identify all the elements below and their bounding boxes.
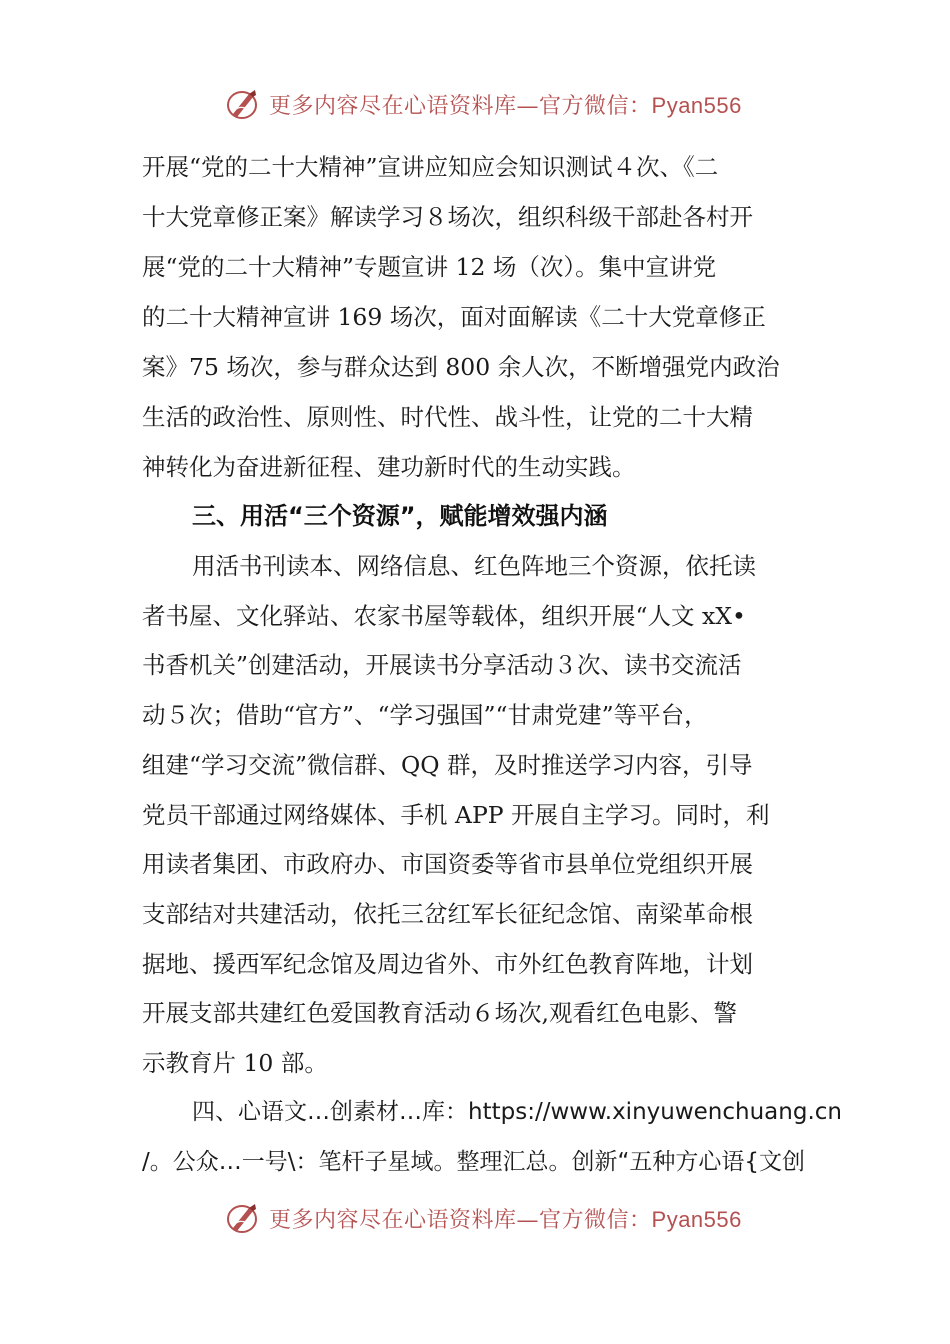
section-3-heading: 三、用活“三个资源”，赋能增效强内涵 [192, 502, 608, 530]
text-line: 党员干部通过网络媒体、手机 APP 开展自主学习。同时，利 [142, 800, 770, 829]
text-line: 用活书刊读本、网络信息、红色阵地三个资源，依托读 [192, 552, 756, 580]
text-line: 十大党章修正案》解读学习８场次，组织科级干部赴各村开 [142, 203, 753, 231]
text-line: 组建“学习交流”微信群、QQ 群，及时推送学习内容，引导 [142, 750, 753, 779]
text-line: 用读者集团、市政府办、市国资委等省市县单位党组织开展 [142, 850, 753, 879]
footer-watermark [0, 1198, 950, 1238]
text-line: 开展“党的二十大精神”宣讲应知应会知识测试４次、《二 [142, 153, 719, 181]
text-line: 案》75 场次，参与群众达到 800 余人次，不断增强党内政治 [142, 353, 780, 381]
watermark-text: 更多内容尽在心语资料库—官方微信：Pyan556 [269, 1206, 742, 1233]
text-line: 示教育片 10 部。 [142, 1049, 328, 1077]
pen-logo-icon [225, 1200, 261, 1236]
section-4-second-line: /。公众…一号\：笔杆子星域。整理汇总。创新“五种方心语{文创 [142, 1149, 806, 1175]
text-line: 者书屋、文化驿站、农家书屋等载体，组织开展“人文 xX• [142, 601, 746, 630]
text-line: 据地、援西军纪念馆及周边省外、市外红色教育阵地，计划 [142, 949, 753, 978]
text-line: 生活的政治性、原则性、时代性、战斗性，让党的二十大精 [142, 403, 753, 431]
watermark-text: 更多内容尽在心语资料库—官方微信：Pyan556 [269, 92, 742, 119]
text-line: 开展支部共建红色爱国教育活动６场次,观看红色电影、警 [142, 999, 737, 1028]
text-line: 动５次；借助“官方”、“学习强国”“甘肃党建”等平台， [142, 701, 708, 730]
text-line: 支部结对共建活动，依托三岔红军长征纪念馆、南梁革命根 [142, 899, 753, 928]
text-line: 展“党的二十大精神”专题宣讲 12 场（次）。集中宣讲党 [142, 253, 717, 281]
text-line: 的二十大精神宣讲 169 场次，面对面解读《二十大党章修正 [142, 303, 766, 331]
text-line: 书香机关”创建活动，开展读书分享活动３次、读书交流活 [142, 651, 742, 680]
header-watermark [0, 84, 950, 124]
section-4-heading-line: 四、心语文…创素材…库：https://www.xinyuwenchuang.cn [192, 1099, 842, 1125]
text-line: 神转化为奋进新征程、建功新时代的生动实践。 [142, 453, 636, 481]
pen-logo-icon [225, 86, 261, 122]
